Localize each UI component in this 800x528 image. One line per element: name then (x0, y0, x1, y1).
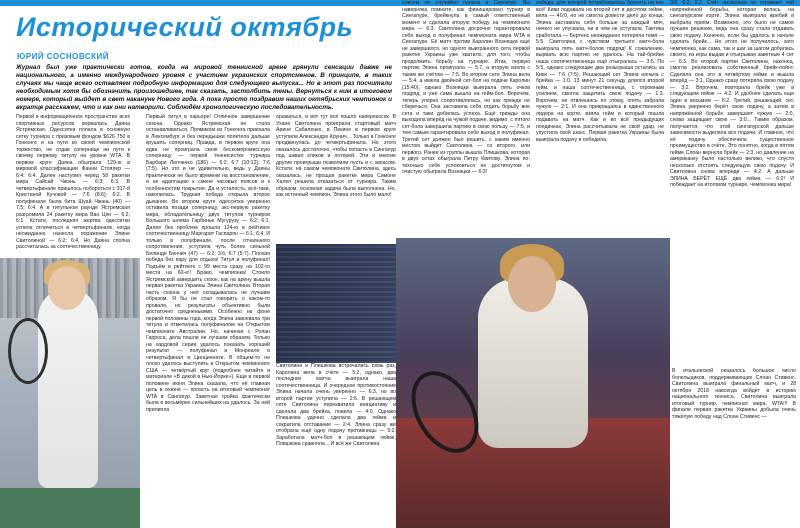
text-column-4: совсем не случайно попала в Сингапур. Вы наверняка помните, как финишировал турнир в Сингапуре, брейкнула в самый ответственный момент и сделала вторую победу на чемпионате мира — 6:3. Свитолина досрочно гарантировала себе выход в полуфинал чемпионата мира WTA в Сингапуре. Её матч против Каролин Возняцки ещё не завершился, но одного выигранного сета первой ракетке Украины уже хватило, для того, чтобы продолжить борьбу на турнире. Итак, первую партию Элина проиграла — 5:7, а вторую взяла с таким же счётом — 7:5. Во втором сете Элина вела — 5:4, а имела двойной сет-бол на подаче Каролин (15:40), однако Возняцки выиграла пять очков подряд, и уже сама вышла на гейм-бол. Впрочем, теперь упорно сопротивлялась, но как прежде не сберечься. Она заставила себя отдать борьбу вне сета и таки добилась успеха. Ещё трижды она выходила вперёд на чужой подаче, видимо, с пятого сет-бола завершила партию в свою пользу — 7:5, и тем самым гарантировала себе выход в полуфинал. Третий сет должен был решить, с каким именно местом выйдет Свитолина — со второго, или первого. Ранее из группы вышла Плишкова, которая в двух сетах обыграла Петру Квитову. Элина по-тихонько себе успокоиться не достигнутом и очистую обыграла Возняцки — 6:3! (402, 0, 530, 175)
racket-icon (8, 318, 48, 384)
text-column-5: победа, для которой потребовалось бросить на кон всё! Киви подавала на второй сет в десятом гейме, вела — 40:0, но не смогла довести дело до конца. Элина заставила себя больше за каждый мяч, ничего не упускала, ни в чём не уступала. Тактика сработала — Бертенс неожиданно потеряла темп — 5:5. Свитолина с чувством третьего матч-бола выиграла пять матч-болов подряд! К сожалению, вырвать всю партию не удалось. На тай-брейке наша соотечественница ещё отыгралась — 3:5. По 5:5, однако следующие два розыгрыша остались за Кики — 7:6 (7:5). Решающий сет Элина начала с брейка — 1:0. 13 минут 21 секунду длился второй гейм, и наша соотечественница, с огромным усилием, смогла защитить свою подачу — 1:3. Впрочем, не отвлекаясь по этому, опять забрала чужую — 2:1. И она превращаясь в единственного лидера на корте, взяла гейм и который пошла подавать на матч. Как и во всё предыдущих поединках, Элина рассчитывала не свой удар, не упустила свой шанс. Первая ракетка Украины была выиграла подачу и победила. (536, 0, 664, 143)
text-column-8: В итальянской оказалось большое число болельщиков, поддерживающих Слоан Стивенс. Свитолина выиграла финальный матч, и 28 октября 2018 навсегда войдёт в историю национального тенниса. Свитолина выиграла итоговый турнир, чемпионат мира, WTA!!! В финале первая ракетка Украины добыла очень тяжёлую победу над Слоан Стивенс — (672, 368, 796, 420)
player-head (48, 266, 86, 310)
text-column-1: Первой в информационное пространство всех спортивных ресурсов ворвалась Даяна Ястремская. Одесситка попала в основную сетку турнира с призовым фондом $626 750 в Гонконге и на пути ко своей чемпионской торжество, не отдав сопернице ни пути к своему первому титулу на уровне WTA. В первом круге Даяна обыграла 129-ю в мировой классификации Фанни Стоялер — 6:4; 6:4. Далее наступил черёд 58 ракетки мира Сайсай Чжэнь — 6:3; 6:3. В четвертьфинале пришлось побороться с 317-й Кристиной Кучовой — 7:6 (8:6); 6:2. В полуфинале была бита Шуай Чжань (40) — 7:5; 6:4. А в титульном раунде Ястремская разгромила 24 ракетку мира Ван Цян — 6:2; 6:1. Кстати, последняя жертва одесситки успела отличиться в четвертьфинале, когда неожиданно нанесла поражение Элине Свитолиной — 6:2; 6:4. Но Даяна сполна рассчиталась за соотечественницу. (16, 114, 130, 250)
lead-paragraph: Журнал был уже практически готов, когда на мировой теннисной арене грянули сенсации давже не национального, а именно международного уровня с участием украинских спортсменов. В принципе, в таких случаях мы чаще всего оставляем подробную информацию для следующего выпуска... Но в этот раз посчитали необходимым хотя бы обозначить произошедшее, так сказать, застолбить темы. Вернуться к ним в итоговом номере, который выйдет в свет накануне Нового года. А пока просто поздравим наших октябрьских чемпионок и вкратце расскажем, что и как они натворили. Соблюдём хронологическую последовательность. (16, 64, 392, 112)
photo-young-player (0, 258, 140, 528)
text-column-6: 3/6; 6:2; 6:2. Счёт нисколько не отражает той напряжённой борьбы, которая велась на сингапурском корте. Элина выиграла жребий и выбрала приём. Возможно, это было не самое лучшее решение, ведь она сразу стала отдавать свою подачу. Конечно, если бы удалось в начале сделать брейк... Но этого не получилось, зато чемпионка, как сама, так и шаг за шагом добилась своего, из игры выдав и отыгрывая заветные 4 сет — 6:3. Во второй партии Свитолина, наконец, смогла реализовать собственный брейк-пойнт. Сделала она это в четвёртом гейме и вышла вперёд — 3:1. Однако сразу потеряла свою подачу — 3:2. Впрочем, повторила брейк уже в следующем гейме — 4:2. И удобнее сделать еще один в восьмом — 6:2. Третий, решающий, сет. Элина уверенно берёт свою подачу, а затем в напряжённой борьбе завершает чужую — 2:0, снова защищает свою — 3:0... Таким образом, получается, что этой сингапурской дальше зависимости выделяла все подачи. И главное, что её подачу обеспечила существенное преимущество в счёте. Это понятно, когда в пятом гейме Слоан вернула брейк — 2:3, но давление на американку было настолько велико, что спустя несколько отстоять следующую свою подачу. И Свитолина снова впереди — 4:2. А дальше ЭЛИНА БЕРЁТ ЕЩЁ два гейма — 6:2! И побеждает на итоговом турнире, чемпионка мира! (670, 0, 794, 188)
photo-champion (396, 238, 670, 528)
text-column-7: Свитолина и Плишкова встречались семь раз, Каролина вела в счёте — 5:2, однако, два последних матча выиграла наша соотечественница. И очередное противостояние Элина начала очень уверенно — 6:3, но во второй партии уступила — 2:6. В решающем сете Свитолина перехватила инициативу и сделала два брейка, повела — 4:0. Однако Плишкова удачно сделала два гейма и сократила отставание — 2:4. Элина сразу же отобрала ещё одну подачу противницы — 5:2. Заработала матч-бол в решающем гейме, Плишкова сравняла... И всё же Свитолина (276, 363, 396, 447)
text-column-2: Первый титул в карьере! Отличное завершение сезона. Однако Ястремская не стала останавливаться. Прямиком из Гонконга приехала в Люксембург и без передышки полетела дальше крушить соперниц. Правда, в первом круге она едва не проиграла свою бескомпромиссную соперницу — первой теннисистке турнира Барбаре Лепченко (186) — 6:2; 6:7 (10:12); 7:6 (7:5). Но это и не удивительно, ведь у Даяны практически не было времени на восстановление, и не адаптацию к смене часовых поясов и к особенностям покрытия. Да и усталость, всё-таки, накопилась. Трудная победа открыла второе дыхание. Во втором круге одесситка уверенно оставила позади соперницу, экс-первую ракетку мира, обладательницу двух титулов турниров Большого шлема Гарбинье Мугурузу — 6:2; 6:1. Далее без проблем прошла 124-ю в рейтинге соотечественницу Маргарит Гаспарян — 6:1; 6:4. И только в полуфинале, после отчаянного сопротивления, уступила чуть более сильной Белинде Бенчич (47) — 6:2; 3:6; 6:7 (5:7). Плохая победа без пару для отдыха! Титул и полуфинал! Подъём в рейтинге с 99 места сразу на 102-го места на 60-е!! Браво, чемпионка! Стоило Ястремской завершить сезон, как на арену вышла первая ракетка Украины Элина Свитолина. Вторая часть сезона у неё складывалась не лучшим образом. Я бы не стал говорить о каком-то провале, но результаты объективно были достаточно средненькими. Особенно на фоне первой половины года, когда Элина завоевала три титула и отметилась полуфиналом на Открытом чемпионате Австралии. Но, начиная с Ролан Гарроса, дела пошли не лучшим образом. Только на хардовой серии удалось показать хороший результат — полуфинал в Монреале и четвертьфинал в Цинциннати. В общем-то не плохо удалось выступить и Открытом чемпионате США — четвёртый круг (подробнее читайте в материале «В дикой в Нью-Йорке»). Ещё в первой половине июня Элина сказала, что её главная цель в сезоне — попасть на итоговый чемпионат WTA в Сингапур. Заветная тройка фактически была в восьмёрке сильнейших на удалось. За ней прилипла (146, 114, 270, 413)
article-title: Исторический октябрь (16, 12, 354, 42)
text-column-3: оражаться, и вот тут всё пошло наперекосяк. В Ухане Свитолина проиграла стартовый матч Арине Сабаленко, в Пекине в первом круге уступила Александре Крунич... Только в Гонконге продвинулась до четвертьфинала. Но этого оказалось достаточно, чтобы попасть в Сингапур под шквал кликов и лотерей. Эти и многие другие проигрыши позволили пусть и с запасом. Кстати, на самом чемпионате Свитолина, здесь оказалась, не прощая ракетке мира Симоне Халеп решила отказаться от турнира. Таким образом, основная задача была выполнена. Но, как истинный чемпион, Элина этого было мало! (276, 114, 396, 198)
photo-court-floor (0, 488, 140, 528)
author-byline: ЮРИЙ СОСНОВСКИЙ (17, 52, 110, 61)
champion-head (508, 256, 556, 312)
player-figure (38, 288, 98, 488)
